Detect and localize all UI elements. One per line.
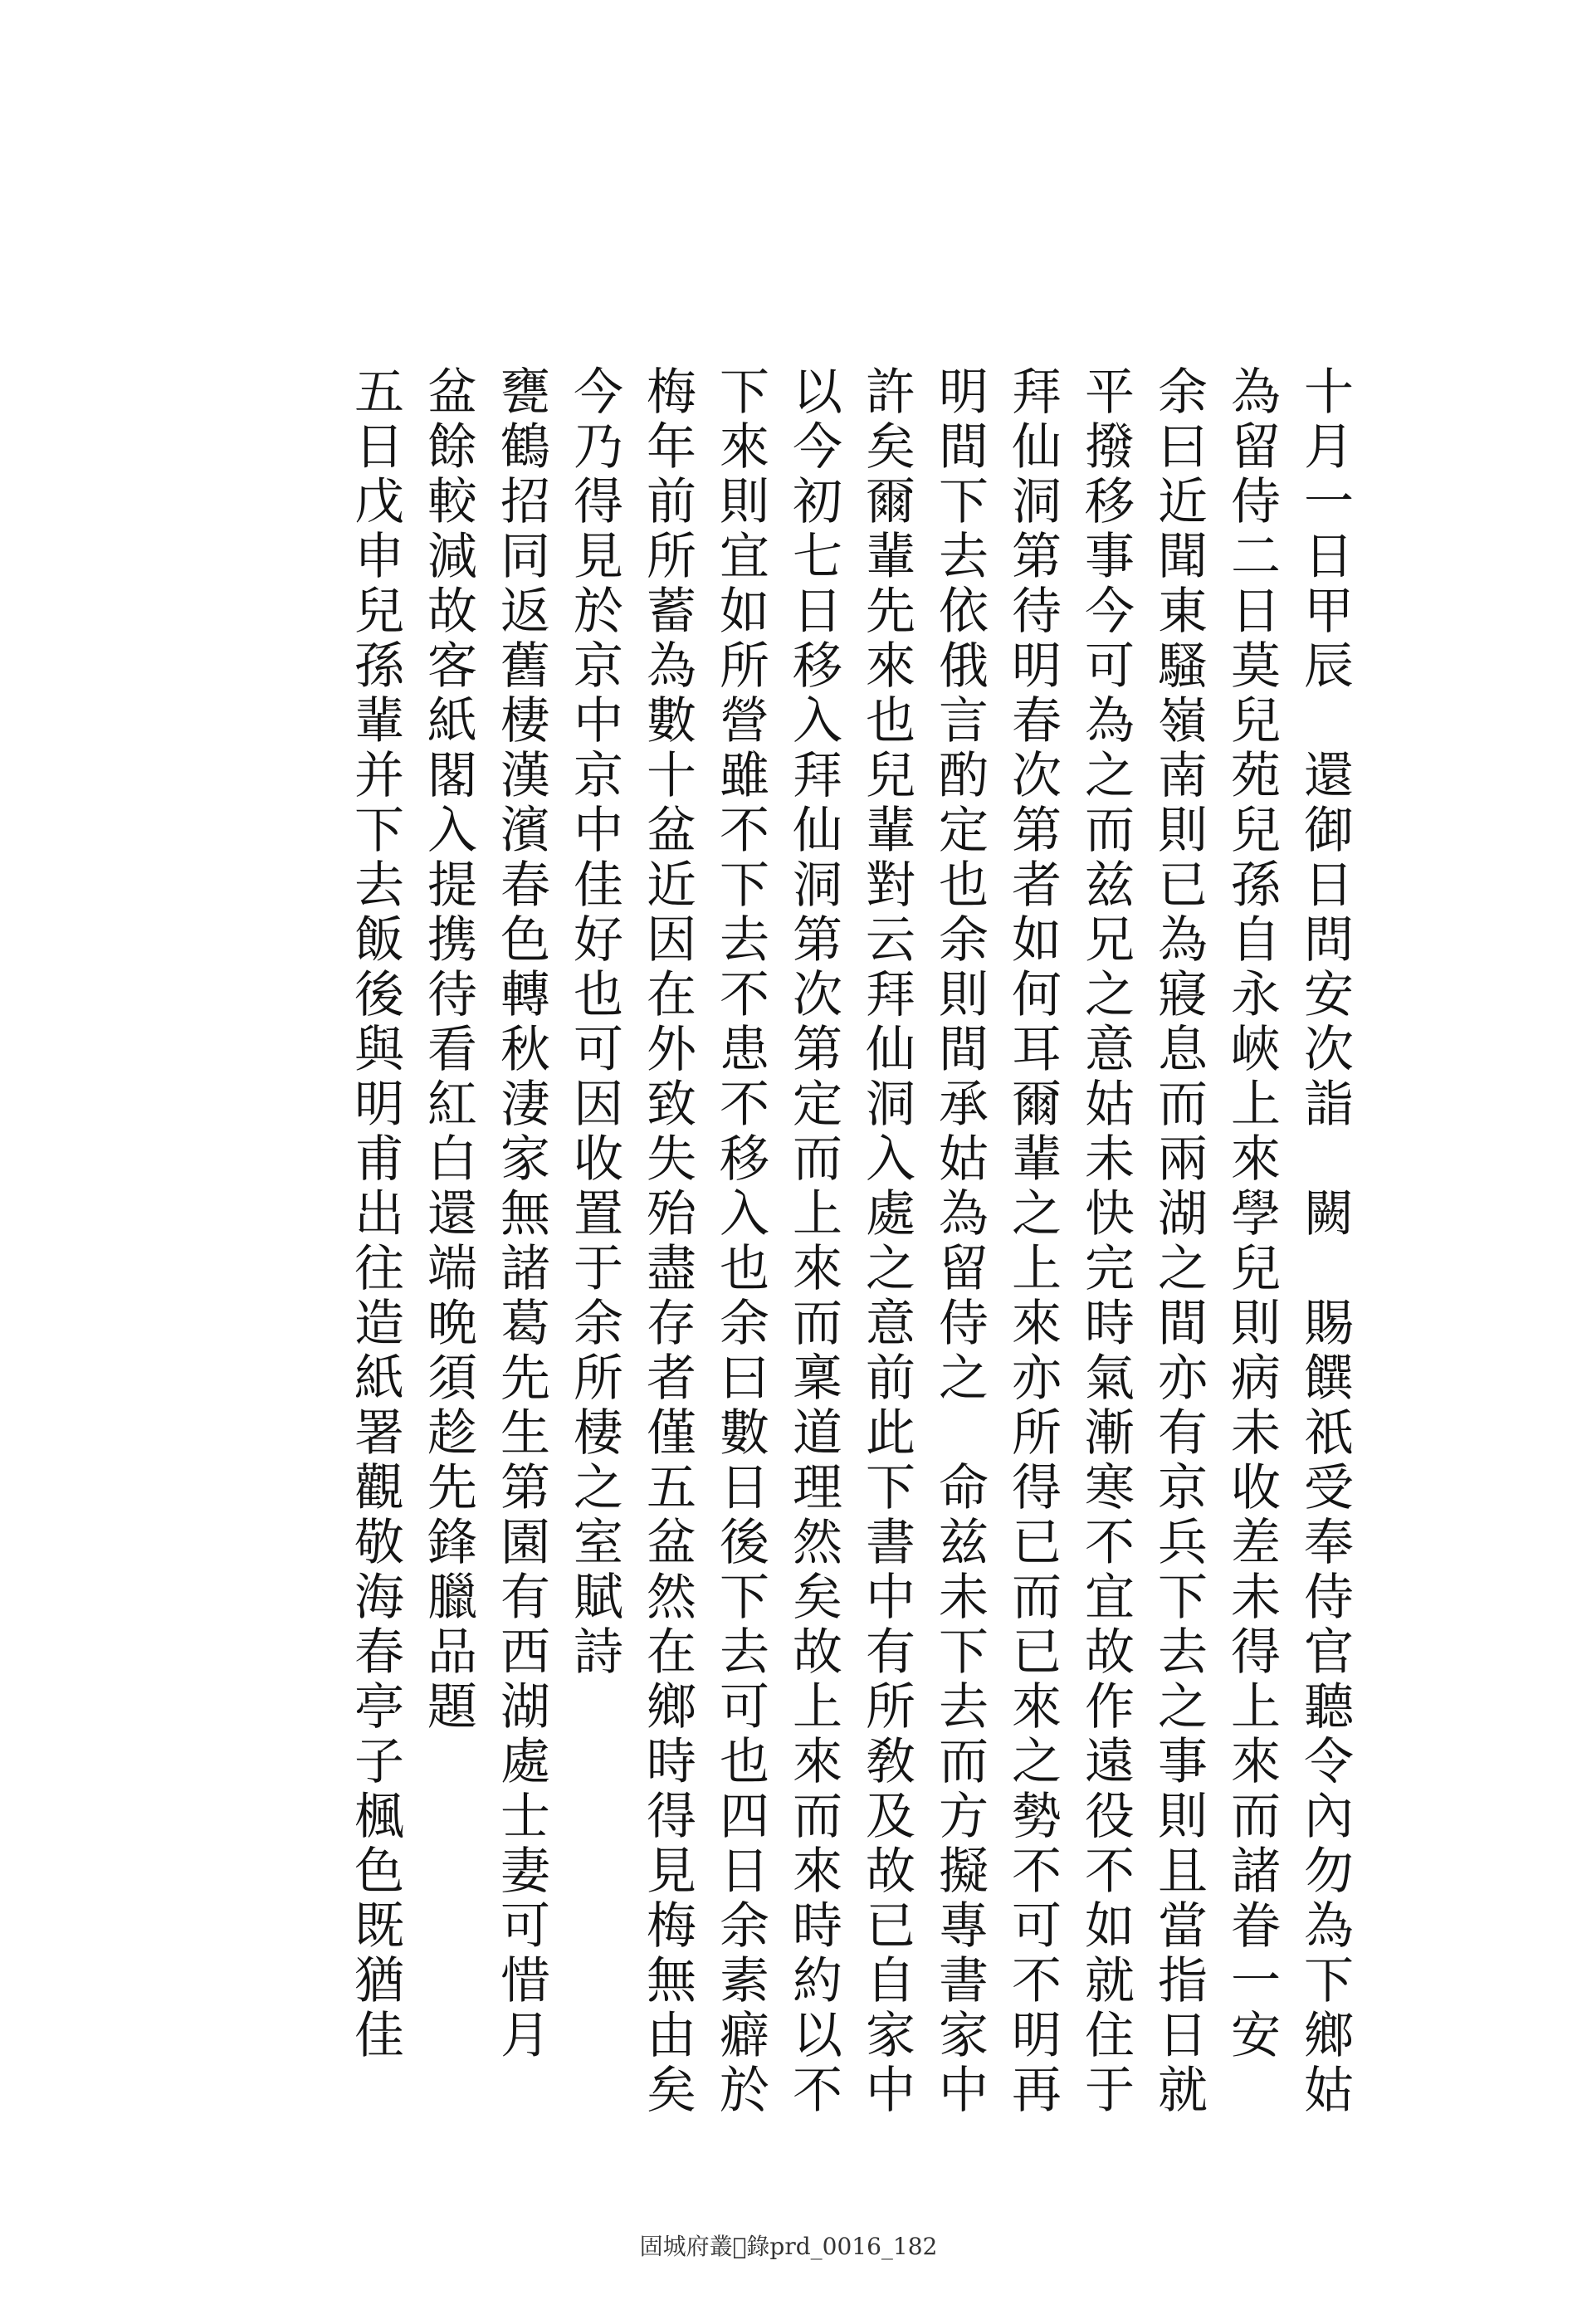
text-column-2: 為留侍二日莫兒苑兒孫自永峽上來學兒則病未收差未得上來而諸眷一安: [1223, 365, 1281, 2063]
text-column-4: 平撥移事今可為之而兹兄之意姑未快完時氣漸寒不宜故作遠役不如就住于: [1077, 365, 1135, 2118]
text-column-7: 許矣爾輩先來也兒輩對云拜仙洞入處之意前此下書中有所敎及故已自家中: [857, 365, 915, 2118]
text-column-5: 拜仙洞第待明春次第者如何耳爾輩之上來亦所得已而已來之勢不可不明再: [1003, 365, 1062, 2118]
text-column-14: 五日戊申兒孫輩并下去飯後與明甫出往造紙署觀敬海春亭子楓色既猶佳: [346, 365, 404, 2063]
text-column-8: 以今初七日移入拜仙洞第次第定而上來而稟道理然矣故上來而來時約以不: [784, 365, 842, 2118]
text-column-13: 盆餘較減故客紙閣入提携待看紅白還端晩須趁先鋒臘品題: [419, 365, 477, 1735]
text-column-10: 梅年前所蓄為數十盆近因在外致失殆盡存者僅五盆然在鄉時得見梅無由矣: [638, 365, 696, 2118]
vertical-text-block: [232, 365, 1361, 2118]
text-column-11: 今乃得見於京中京中佳好也可因收置于余所棲之室賦詩: [565, 365, 623, 1680]
text-column-1: 十月一日甲辰 還御日問安次詣 闕 賜饌祇受奉侍官聽令內勿為下鄉姑: [1296, 365, 1354, 2118]
text-column-6: 明間下去依俄言酌定也余則間承姑為留侍之 命兹未下去而方擬專書家中: [930, 365, 989, 2118]
page-footer-label: 固城府叢𨷏錄prd_0016_182: [639, 2233, 938, 2260]
text-column-12: 甕鶴招同返舊棲漢濱春色轉秋淒家無諸葛先生第園有西湖處士妻可惜月: [492, 365, 550, 2063]
text-column-9: 下來則宜如所營雖不下去不患不移入也余曰數日後下去可也四日余素癖於: [711, 365, 769, 2118]
text-column-3: 余曰近聞東騷嶺南則已為寢息而兩湖之間亦有京兵下去之事則且當指日就: [1150, 365, 1208, 2118]
